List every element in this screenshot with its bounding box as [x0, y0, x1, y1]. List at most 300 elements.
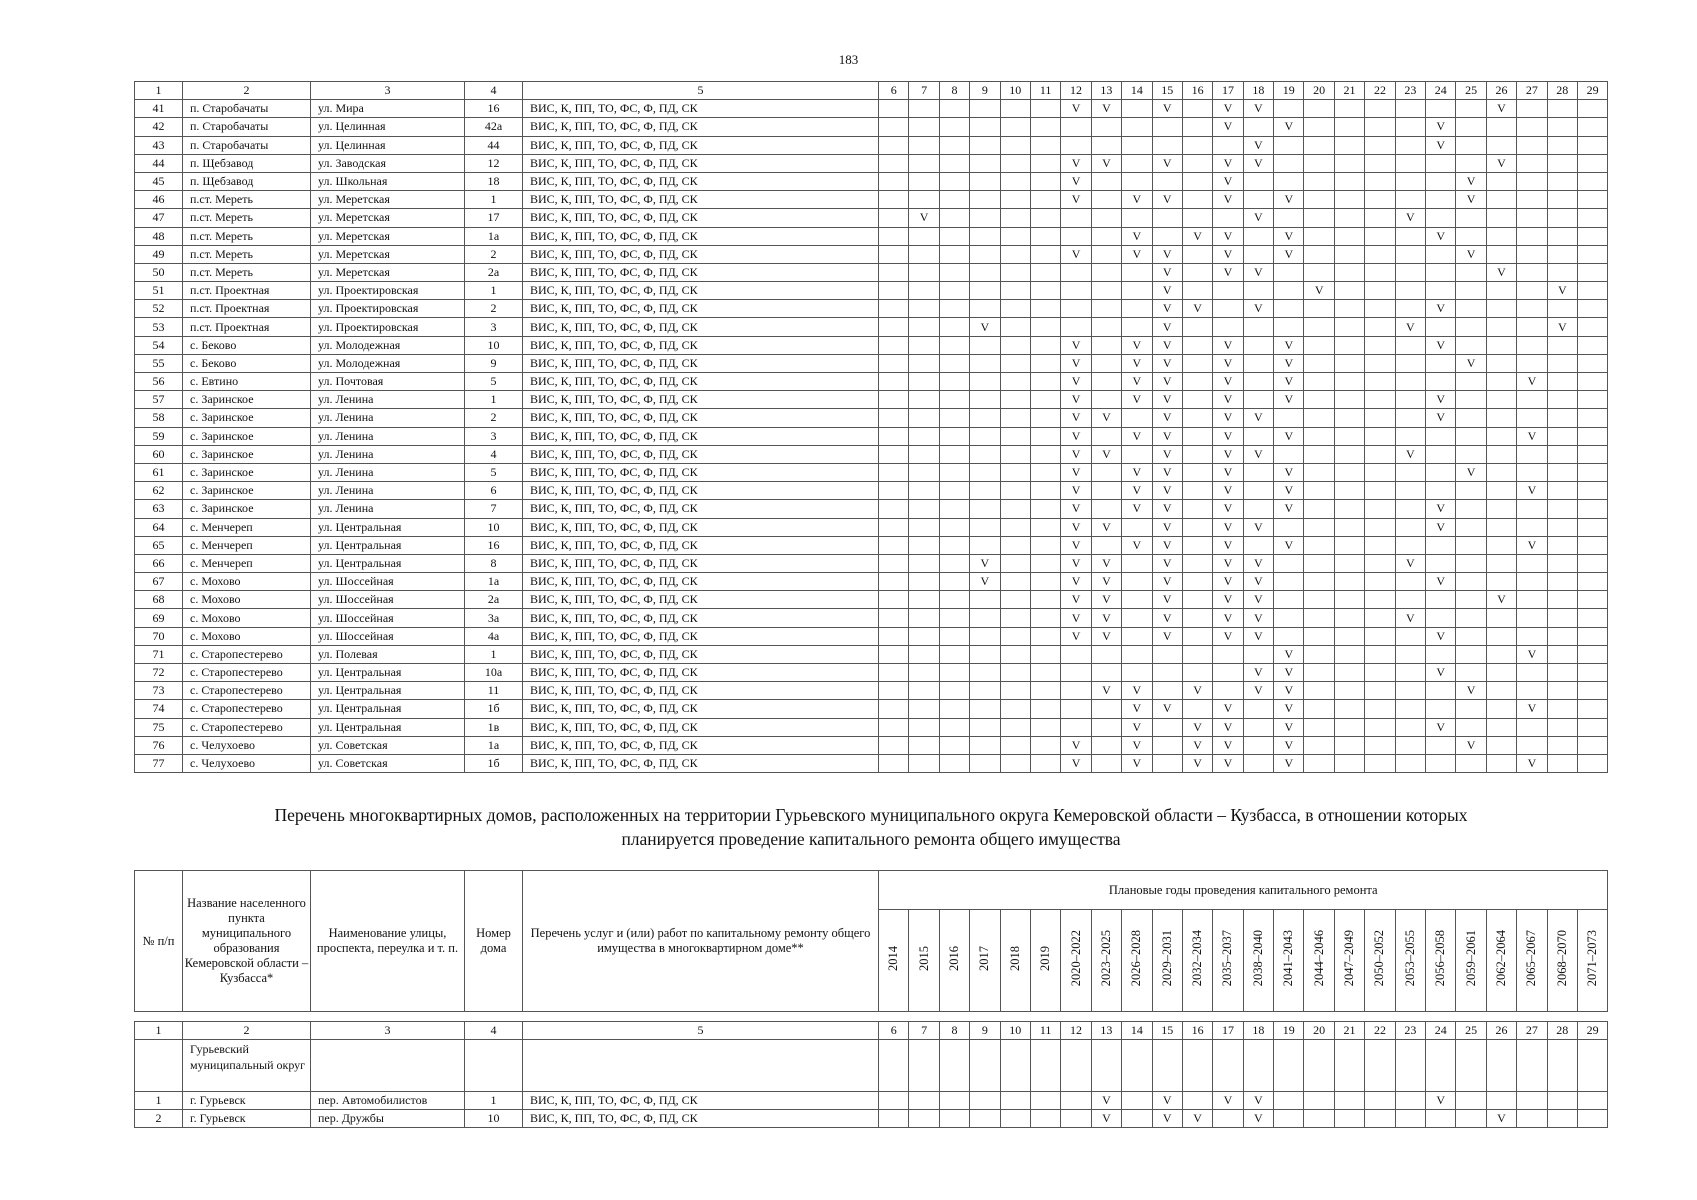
year-cell — [1395, 554, 1425, 572]
year-cell — [1152, 373, 1182, 391]
year-cell — [1091, 1092, 1121, 1110]
year-cell — [1486, 263, 1516, 281]
year-cell — [1426, 318, 1456, 336]
year-cell — [1061, 554, 1091, 572]
year-cell — [1304, 700, 1334, 718]
year-cell — [1486, 191, 1516, 209]
year-cell — [1243, 754, 1273, 772]
year-cell — [939, 573, 969, 591]
table-row — [135, 1092, 1608, 1110]
year-cell — [1365, 373, 1395, 391]
year-cell — [1304, 463, 1334, 481]
year-cell — [1334, 245, 1364, 263]
house-number: 10 — [465, 1110, 523, 1128]
year-cell — [1122, 263, 1152, 281]
planned-mark: V — [1071, 756, 1081, 771]
planned-mark: V — [1071, 501, 1081, 516]
year-cell — [1213, 354, 1243, 372]
table-row — [135, 191, 1608, 209]
year-cell — [1152, 227, 1182, 245]
year-cell — [1274, 500, 1304, 518]
year-cell — [1000, 263, 1030, 281]
works-list: ВИС, К, ПП, ТО, ФС, Ф, ПД, СК — [523, 700, 879, 718]
year-cell — [970, 100, 1000, 118]
year-cell — [1395, 700, 1425, 718]
year-cell — [1122, 518, 1152, 536]
year-cell — [1030, 591, 1060, 609]
year-cell — [1577, 282, 1607, 300]
year-cell — [1030, 154, 1060, 172]
year-cell — [1122, 300, 1152, 318]
year-cell — [1486, 1110, 1516, 1128]
settlement-name: с. Мохово — [183, 609, 311, 627]
planned-mark: V — [1071, 737, 1081, 752]
year-cell — [1000, 354, 1030, 372]
year-cell — [970, 573, 1000, 591]
year-cell — [1517, 645, 1547, 663]
planned-mark: V — [1284, 355, 1294, 370]
works-list: ВИС, К, ПП, ТО, ФС, Ф, ПД, СК — [523, 427, 879, 445]
year-cell — [1091, 463, 1121, 481]
column-number: 27 — [1517, 82, 1547, 100]
column-number: 4 — [465, 82, 523, 100]
year-cell — [1061, 591, 1091, 609]
year-cell — [1182, 645, 1212, 663]
year-cell — [1577, 700, 1607, 718]
street-name: ул. Ленина — [311, 409, 465, 427]
year-cell — [1426, 682, 1456, 700]
planned-mark: V — [1223, 1093, 1233, 1107]
year-cell — [879, 191, 909, 209]
year-cell — [1030, 282, 1060, 300]
year-cell — [1091, 336, 1121, 354]
year-cell — [909, 754, 939, 772]
table-row — [135, 391, 1608, 409]
year-cell — [1000, 463, 1030, 481]
year-cell — [879, 172, 909, 190]
year-cell — [1122, 209, 1152, 227]
year-cell — [1426, 282, 1456, 300]
year-cell — [1152, 482, 1182, 500]
planned-mark: V — [1102, 628, 1111, 643]
year-cell — [1000, 245, 1030, 263]
year-cell — [1577, 172, 1607, 190]
year-cell — [1243, 118, 1273, 136]
year-cell — [1334, 1110, 1364, 1128]
header-year-label: 2019 — [1038, 946, 1053, 971]
year-cell — [1334, 1092, 1364, 1110]
empty-cell — [1243, 1040, 1273, 1092]
year-cell — [1486, 700, 1516, 718]
year-cell — [909, 100, 939, 118]
column-number: 17 — [1213, 1022, 1243, 1040]
column-number: 24 — [1426, 1022, 1456, 1040]
year-cell — [1486, 536, 1516, 554]
year-cell — [1061, 263, 1091, 281]
year-cell — [1517, 391, 1547, 409]
house-number: 2 — [465, 409, 523, 427]
column-number: 14 — [1122, 82, 1152, 100]
year-cell — [1517, 736, 1547, 754]
header-year — [970, 910, 1000, 1012]
table-row — [135, 554, 1608, 572]
year-cell — [1456, 536, 1486, 554]
table-row — [135, 318, 1608, 336]
district-name: Гурьевский муниципальный округ — [183, 1040, 311, 1092]
year-cell — [1577, 100, 1607, 118]
year-cell — [1000, 500, 1030, 518]
settlement-name: с. Заринское — [183, 463, 311, 481]
year-cell — [939, 754, 969, 772]
planned-mark: V — [1284, 501, 1294, 516]
year-cell — [1061, 300, 1091, 318]
year-cell — [1243, 1110, 1273, 1128]
year-cell — [1000, 427, 1030, 445]
planned-mark: V — [1162, 155, 1172, 170]
year-cell — [1122, 682, 1152, 700]
year-cell — [1274, 427, 1304, 445]
year-cell — [1274, 100, 1304, 118]
year-cell — [1517, 718, 1547, 736]
year-cell — [970, 172, 1000, 190]
year-cell — [909, 391, 939, 409]
year-cell — [1243, 591, 1273, 609]
year-cell — [1304, 427, 1334, 445]
planned-mark: V — [1162, 337, 1172, 352]
year-cell — [939, 536, 969, 554]
year-cell — [1000, 700, 1030, 718]
year-cell — [1152, 754, 1182, 772]
year-cell — [1395, 154, 1425, 172]
year-cell — [1122, 573, 1152, 591]
settlement-name: с. Челухоево — [183, 754, 311, 772]
planned-mark: V — [1436, 574, 1446, 589]
year-cell — [1395, 754, 1425, 772]
row-number: 41 — [135, 100, 183, 118]
planned-mark: V — [1132, 337, 1142, 352]
year-cell — [1030, 718, 1060, 736]
year-cell — [1304, 300, 1334, 318]
year-cell — [879, 1092, 909, 1110]
year-cell — [1122, 627, 1152, 645]
year-cell — [970, 318, 1000, 336]
year-cell — [1517, 154, 1547, 172]
year-cell — [1577, 482, 1607, 500]
year-cell — [879, 318, 909, 336]
year-cell — [1152, 191, 1182, 209]
planned-mark: V — [1071, 465, 1081, 480]
year-cell — [939, 736, 969, 754]
year-cell — [1061, 1092, 1091, 1110]
year-cell — [1547, 573, 1577, 591]
column-number: 15 — [1152, 1022, 1182, 1040]
planned-mark: V — [1466, 355, 1476, 370]
year-cell — [1182, 409, 1212, 427]
year-cell — [1517, 282, 1547, 300]
year-cell — [1517, 536, 1547, 554]
planned-mark: V — [1193, 1111, 1202, 1125]
year-cell — [1213, 373, 1243, 391]
table-row — [135, 591, 1608, 609]
planned-mark: V — [1284, 392, 1294, 407]
year-cell — [1213, 191, 1243, 209]
year-cell — [939, 154, 969, 172]
table-row — [135, 536, 1608, 554]
year-cell — [1365, 282, 1395, 300]
year-cell — [1426, 736, 1456, 754]
year-cell — [1122, 154, 1152, 172]
year-cell — [1091, 591, 1121, 609]
row-number: 50 — [135, 263, 183, 281]
year-cell — [1213, 518, 1243, 536]
year-cell — [1000, 591, 1030, 609]
year-cell — [1456, 209, 1486, 227]
year-cell — [1091, 118, 1121, 136]
year-cell — [1395, 209, 1425, 227]
planned-mark: V — [1223, 628, 1233, 643]
year-cell — [1091, 154, 1121, 172]
year-cell — [1030, 427, 1060, 445]
planned-mark: V — [1557, 319, 1567, 334]
year-cell — [1395, 518, 1425, 536]
year-cell — [1517, 682, 1547, 700]
year-cell — [1091, 664, 1121, 682]
year-cell — [1304, 263, 1334, 281]
year-cell — [1122, 427, 1152, 445]
year-cell — [1061, 427, 1091, 445]
year-cell — [1365, 718, 1395, 736]
works-list: ВИС, К, ПП, ТО, ФС, Ф, ПД, СК — [523, 100, 879, 118]
column-number: 18 — [1243, 82, 1273, 100]
year-cell — [1274, 409, 1304, 427]
year-cell — [909, 591, 939, 609]
year-cell — [1243, 645, 1273, 663]
year-cell — [1517, 500, 1547, 518]
year-cell — [1547, 645, 1577, 663]
year-cell — [1243, 664, 1273, 682]
planned-mark: V — [1466, 246, 1476, 261]
year-cell — [1395, 118, 1425, 136]
empty-cell — [1547, 1040, 1577, 1092]
year-cell — [1030, 209, 1060, 227]
year-cell — [1122, 482, 1152, 500]
street-name: ул. Шоссейная — [311, 609, 465, 627]
year-cell — [1061, 500, 1091, 518]
works-list: ВИС, К, ПП, ТО, ФС, Ф, ПД, СК — [523, 518, 879, 536]
year-cell — [1152, 627, 1182, 645]
planned-mark: V — [1132, 228, 1142, 243]
year-cell — [1061, 700, 1091, 718]
year-cell — [1182, 1092, 1212, 1110]
year-cell — [1000, 664, 1030, 682]
planned-mark: V — [1557, 283, 1567, 298]
year-cell — [879, 427, 909, 445]
empty-cell — [1395, 1040, 1425, 1092]
year-cell — [1426, 536, 1456, 554]
year-cell — [1547, 245, 1577, 263]
year-cell — [1486, 718, 1516, 736]
year-cell — [1122, 609, 1152, 627]
year-cell — [1547, 209, 1577, 227]
header-year-label: 2041–2043 — [1281, 930, 1296, 987]
year-cell — [1486, 409, 1516, 427]
year-cell — [1365, 682, 1395, 700]
year-cell — [1304, 282, 1334, 300]
year-cell — [1091, 554, 1121, 572]
house-number: 5 — [465, 373, 523, 391]
year-cell — [1274, 154, 1304, 172]
planned-mark: V — [1132, 501, 1142, 516]
year-cell — [1061, 463, 1091, 481]
year-cell — [879, 682, 909, 700]
planned-mark: V — [1071, 174, 1081, 189]
column-number: 5 — [523, 1022, 879, 1040]
settlement-name: п. Щебзавод — [183, 172, 311, 190]
year-cell — [1122, 191, 1152, 209]
year-cell — [1426, 591, 1456, 609]
settlement-name: г. Гурьевск — [183, 1110, 311, 1128]
table-row — [135, 136, 1608, 154]
year-cell — [1577, 736, 1607, 754]
year-cell — [1547, 682, 1577, 700]
column-number: 18 — [1243, 1022, 1273, 1040]
planned-mark: V — [1223, 410, 1233, 425]
year-cell — [1213, 227, 1243, 245]
house-number: 1а — [465, 573, 523, 591]
year-cell — [909, 191, 939, 209]
row-number: 73 — [135, 682, 183, 700]
year-cell — [1456, 427, 1486, 445]
settlement-name: п.ст. Проектная — [183, 318, 311, 336]
year-cell — [1517, 100, 1547, 118]
planned-mark: V — [1162, 592, 1172, 607]
year-cell — [1426, 500, 1456, 518]
year-cell — [1365, 409, 1395, 427]
year-cell — [1334, 336, 1364, 354]
year-cell — [1456, 482, 1486, 500]
year-cell — [909, 136, 939, 154]
year-cell — [1152, 518, 1182, 536]
year-cell — [1274, 263, 1304, 281]
year-cell — [1243, 373, 1273, 391]
planned-mark: V — [1223, 501, 1233, 516]
year-cell — [1426, 300, 1456, 318]
header-year — [1426, 910, 1456, 1012]
year-cell — [1243, 136, 1273, 154]
planned-mark: V — [1162, 192, 1172, 207]
planned-mark: V — [1071, 155, 1081, 170]
year-cell — [1243, 482, 1273, 500]
year-cell — [1000, 191, 1030, 209]
column-number: 1 — [135, 1022, 183, 1040]
header-year — [1061, 910, 1091, 1012]
house-number: 11 — [465, 682, 523, 700]
table-row — [135, 645, 1608, 663]
year-cell — [1517, 263, 1547, 281]
year-cell — [1274, 391, 1304, 409]
planned-mark: V — [1193, 301, 1202, 316]
year-cell — [1213, 245, 1243, 263]
year-cell — [1334, 518, 1364, 536]
column-number: 24 — [1426, 82, 1456, 100]
year-cell — [879, 627, 909, 645]
year-cell — [879, 373, 909, 391]
planned-mark: V — [1102, 446, 1111, 461]
year-cell — [970, 664, 1000, 682]
year-cell — [1577, 445, 1607, 463]
planned-mark: V — [1162, 1093, 1172, 1107]
house-number: 2а — [465, 591, 523, 609]
street-name: ул. Ленина — [311, 445, 465, 463]
header-year-label: 2044–2046 — [1311, 930, 1326, 987]
empty-cell — [1213, 1040, 1243, 1092]
year-cell — [1486, 318, 1516, 336]
year-cell — [1334, 300, 1364, 318]
year-cell — [1243, 427, 1273, 445]
year-cell — [1000, 300, 1030, 318]
year-cell — [909, 318, 939, 336]
year-cell — [1426, 391, 1456, 409]
street-name: ул. Мира — [311, 100, 465, 118]
year-cell — [1304, 664, 1334, 682]
year-cell — [970, 391, 1000, 409]
year-cell — [1061, 1110, 1091, 1128]
planned-mark: V — [1193, 737, 1202, 752]
street-name: ул. Ленина — [311, 427, 465, 445]
year-cell — [1061, 318, 1091, 336]
top-table — [134, 81, 1608, 773]
works-list: ВИС, К, ПП, ТО, ФС, Ф, ПД, СК — [523, 227, 879, 245]
planned-mark: V — [1254, 446, 1263, 461]
year-cell — [1000, 318, 1030, 336]
year-cell — [1152, 718, 1182, 736]
year-cell — [970, 300, 1000, 318]
year-cell — [909, 645, 939, 663]
year-cell — [1274, 227, 1304, 245]
year-cell — [1577, 754, 1607, 772]
year-cell — [1122, 336, 1152, 354]
year-cell — [1395, 718, 1425, 736]
empty-cell — [909, 1040, 939, 1092]
planned-mark: V — [1162, 501, 1172, 516]
year-cell — [1030, 1092, 1060, 1110]
house-number: 10а — [465, 664, 523, 682]
street-name: ул. Шоссейная — [311, 591, 465, 609]
year-cell — [1061, 172, 1091, 190]
year-cell — [1091, 754, 1121, 772]
row-number: 44 — [135, 154, 183, 172]
year-cell — [1517, 373, 1547, 391]
year-cell — [1547, 318, 1577, 336]
row-number: 64 — [135, 518, 183, 536]
year-cell — [1182, 500, 1212, 518]
year-cell — [1122, 409, 1152, 427]
year-cell — [1000, 627, 1030, 645]
year-cell — [1426, 172, 1456, 190]
year-cell — [1486, 463, 1516, 481]
planned-mark: V — [1284, 428, 1294, 443]
year-cell — [970, 627, 1000, 645]
planned-mark: V — [1223, 119, 1233, 134]
street-name: ул. Ленина — [311, 391, 465, 409]
year-cell — [1517, 318, 1547, 336]
year-cell — [909, 300, 939, 318]
year-cell — [1365, 391, 1395, 409]
year-cell — [1274, 209, 1304, 227]
planned-mark: V — [1071, 101, 1081, 116]
year-cell — [1456, 227, 1486, 245]
year-cell — [1577, 1110, 1607, 1128]
